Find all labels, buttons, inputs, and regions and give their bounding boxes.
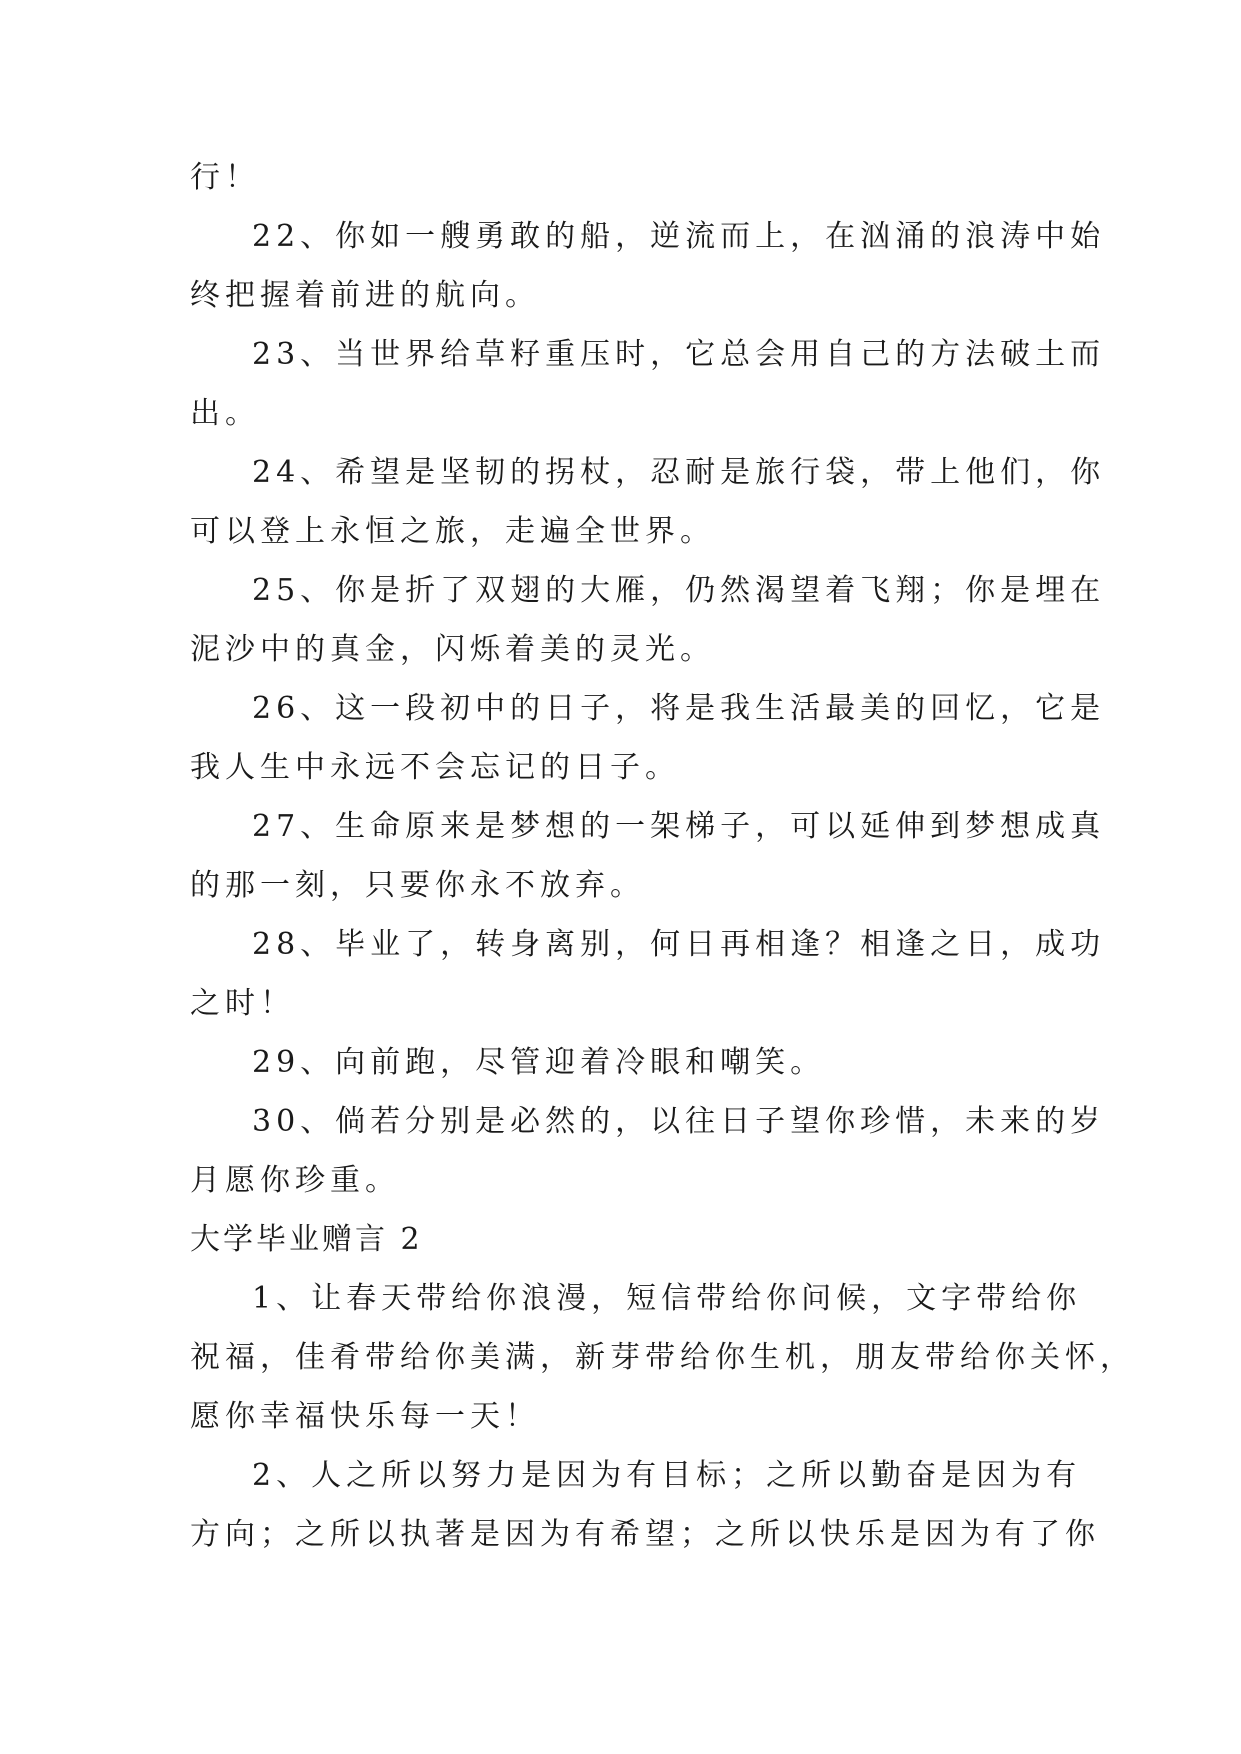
text-line: 我人生中永远不会忘记的日子。 (190, 750, 680, 785)
text-line: 29、向前跑，尽管迎着冷眼和嘲笑。 (252, 1045, 826, 1080)
text-line: 之时！ (190, 986, 295, 1021)
text-line: 愿你幸福快乐每一天！ (190, 1399, 540, 1434)
text-line: 可以登上永恒之旅，走遍全世界。 (190, 514, 715, 549)
text-line: 月愿你珍重。 (190, 1163, 400, 1198)
text-line: 27、生命原来是梦想的一架梯子，可以延伸到梦想成真 (252, 809, 1106, 844)
text-line: 22、你如一艘勇敢的船，逆流而上，在汹涌的浪涛中始 (252, 219, 1106, 254)
text-line: 26、这一段初中的日子，将是我生活最美的回忆，它是 (252, 691, 1106, 726)
text-line: 25、你是折了双翅的大雁，仍然渴望着飞翔；你是埋在 (252, 573, 1106, 608)
section-heading: 大学毕业赠言 2 (190, 1222, 423, 1257)
text-line: 23、当世界给草籽重压时，它总会用自己的方法破土而 (252, 337, 1106, 372)
text-line: 2、人之所以努力是因为有目标；之所以勤奋是因为有 (252, 1458, 1082, 1493)
text-line: 方向；之所以执著是因为有希望；之所以快乐是因为有了你 (190, 1517, 1100, 1552)
text-line: 祝福，佳肴带给你美满，新芽带给你生机，朋友带给你关怀， (190, 1340, 1135, 1375)
document-body (190, 148, 1135, 1564)
text-line: 24、希望是坚韧的拐杖，忍耐是旅行袋，带上他们，你 (252, 455, 1106, 490)
text-line: 1、让春天带给你浪漫，短信带给你问候，文字带给你 (252, 1281, 1082, 1316)
text-line: 终把握着前进的航向。 (190, 278, 540, 313)
text-line: 28、毕业了，转身离别，何日再相逢？相逢之日，成功 (252, 927, 1106, 962)
text-line: 30、倘若分别是必然的，以往日子望你珍惜，未来的岁 (252, 1104, 1106, 1139)
text-line: 的那一刻，只要你永不放弃。 (190, 868, 645, 903)
text-line: 出。 (190, 396, 260, 431)
text-line: 泥沙中的真金，闪烁着美的灵光。 (190, 632, 715, 667)
text-line: 行！ (190, 160, 260, 195)
